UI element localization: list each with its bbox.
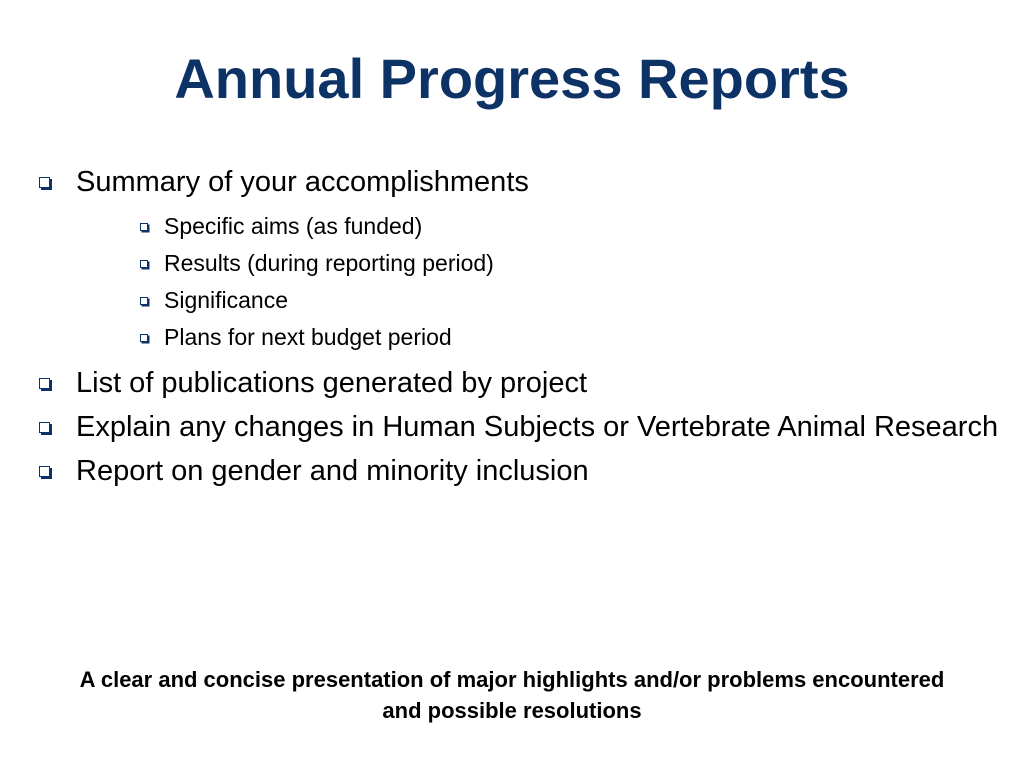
bullet-list: [0, 164, 1024, 497]
bullet-item: [0, 453, 1024, 489]
sub-bullet-text: Significance: [164, 287, 289, 313]
sub-bullet-item: [0, 208, 1024, 245]
slide-title: Annual Progress Reports: [174, 47, 850, 110]
sub-bullet-text: Plans for next budget period: [164, 324, 452, 350]
square-bullet-icon: [140, 297, 148, 305]
square-bullet-icon: [140, 260, 148, 268]
bullet-text: List of publications generated by project: [76, 367, 588, 399]
sub-bullet-item: [0, 319, 1024, 356]
bullet-text: Summary of your accomplishments: [76, 166, 529, 198]
sub-bullet-item: [0, 245, 1024, 282]
bullet-text: Report on gender and minority inclusion: [76, 455, 589, 487]
square-bullet-icon: [39, 177, 50, 188]
bullet-text: Explain any changes in Human Subjects or Vertebrate Animal Research: [76, 411, 999, 443]
square-bullet-icon: [140, 334, 148, 342]
square-bullet-icon: [39, 422, 50, 433]
sub-bullet-group: [0, 208, 1024, 356]
footer-note: A clear and concise presentation of major highlights and/or problems encountered and possible resolutions: [79, 667, 945, 723]
sub-bullet-text: Specific aims (as funded): [164, 213, 423, 239]
sub-bullet-text: Results (during reporting period): [164, 250, 494, 276]
sub-bullet-item: [0, 282, 1024, 319]
square-bullet-icon: [140, 223, 148, 231]
square-bullet-icon: [39, 466, 50, 477]
bullet-item: [0, 409, 1024, 445]
bullet-item: [0, 164, 1024, 200]
square-bullet-icon: [39, 378, 50, 389]
bullet-item: [0, 365, 1024, 401]
sub-bullet-list: [0, 208, 1024, 356]
